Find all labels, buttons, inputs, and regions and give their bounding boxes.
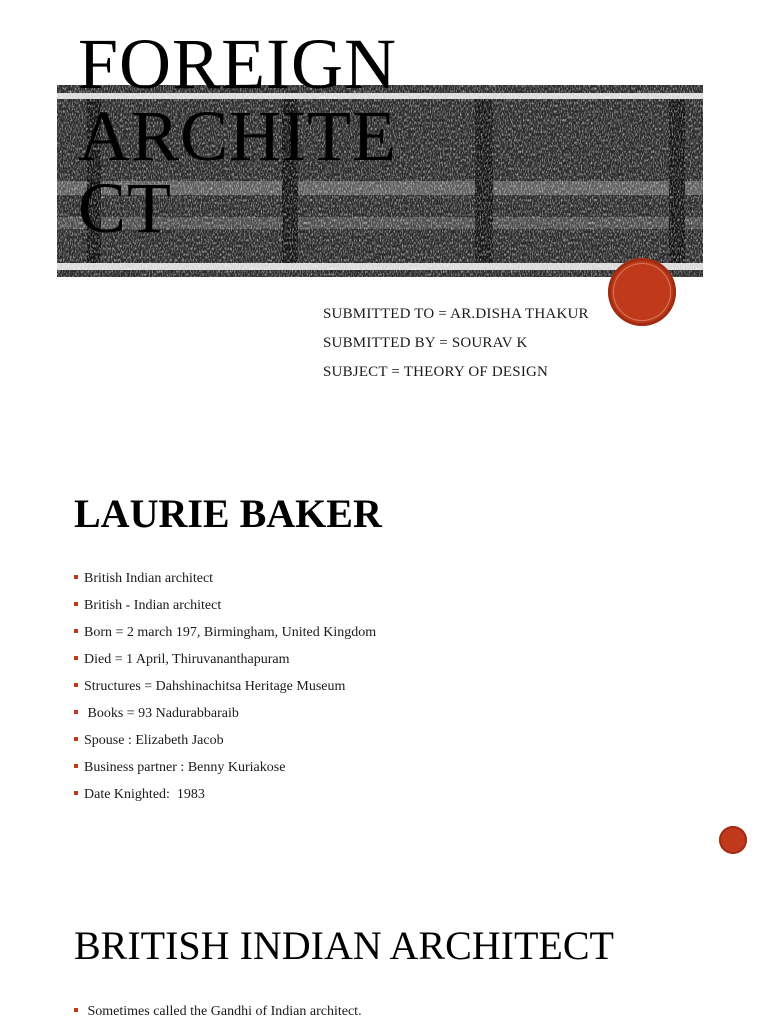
list-item: Date Knighted: 1983	[74, 781, 376, 808]
list-item: Business partner : Benny Kuriakose	[74, 754, 376, 781]
bullet-square-icon	[74, 791, 78, 795]
bullet-list	[74, 565, 376, 808]
list-item: Sometimes called the Gandhi of Indian architect.	[74, 998, 362, 1025]
section-title-laurie-baker: LAURIE BAKER	[74, 491, 382, 536]
submitted-to: SUBMITTED TO = AR.DISHA THAKUR	[323, 306, 589, 322]
bullet-list	[74, 998, 362, 1025]
list-item: British - Indian architect	[74, 592, 376, 619]
bullet-square-icon	[74, 575, 78, 579]
bullet-square-icon	[74, 710, 78, 714]
bullet-square-icon	[74, 683, 78, 687]
bullet-square-icon	[74, 602, 78, 606]
decorative-circle-small	[719, 826, 747, 854]
list-item: Spouse : Elizabeth Jacob	[74, 727, 376, 754]
decorative-circle	[608, 258, 676, 326]
subject: SUBJECT = THEORY OF DESIGN	[323, 364, 549, 380]
bullet-square-icon	[74, 656, 78, 660]
submitted-by: SUBMITTED BY = SOURAV K	[323, 335, 528, 351]
list-item: Structures = Dahshinachitsa Heritage Museum	[74, 673, 376, 700]
section-title-british-indian-architect: BRITISH INDIAN ARCHITECT	[74, 923, 614, 968]
list-item: Born = 2 march 197, Birmingham, United Kingdom	[74, 619, 376, 646]
bullet-square-icon	[74, 764, 78, 768]
bullet-square-icon	[74, 737, 78, 741]
presentation-title: FOREIGN ARCHITECT	[78, 24, 398, 248]
bullet-square-icon	[74, 629, 78, 633]
list-item: Died = 1 April, Thiruvananthapuram	[74, 646, 376, 673]
list-item: Books = 93 Nadurabbaraib	[74, 700, 376, 727]
submission-details	[323, 300, 589, 387]
list-item: British Indian architect	[74, 565, 376, 592]
bullet-square-icon	[74, 1008, 78, 1012]
